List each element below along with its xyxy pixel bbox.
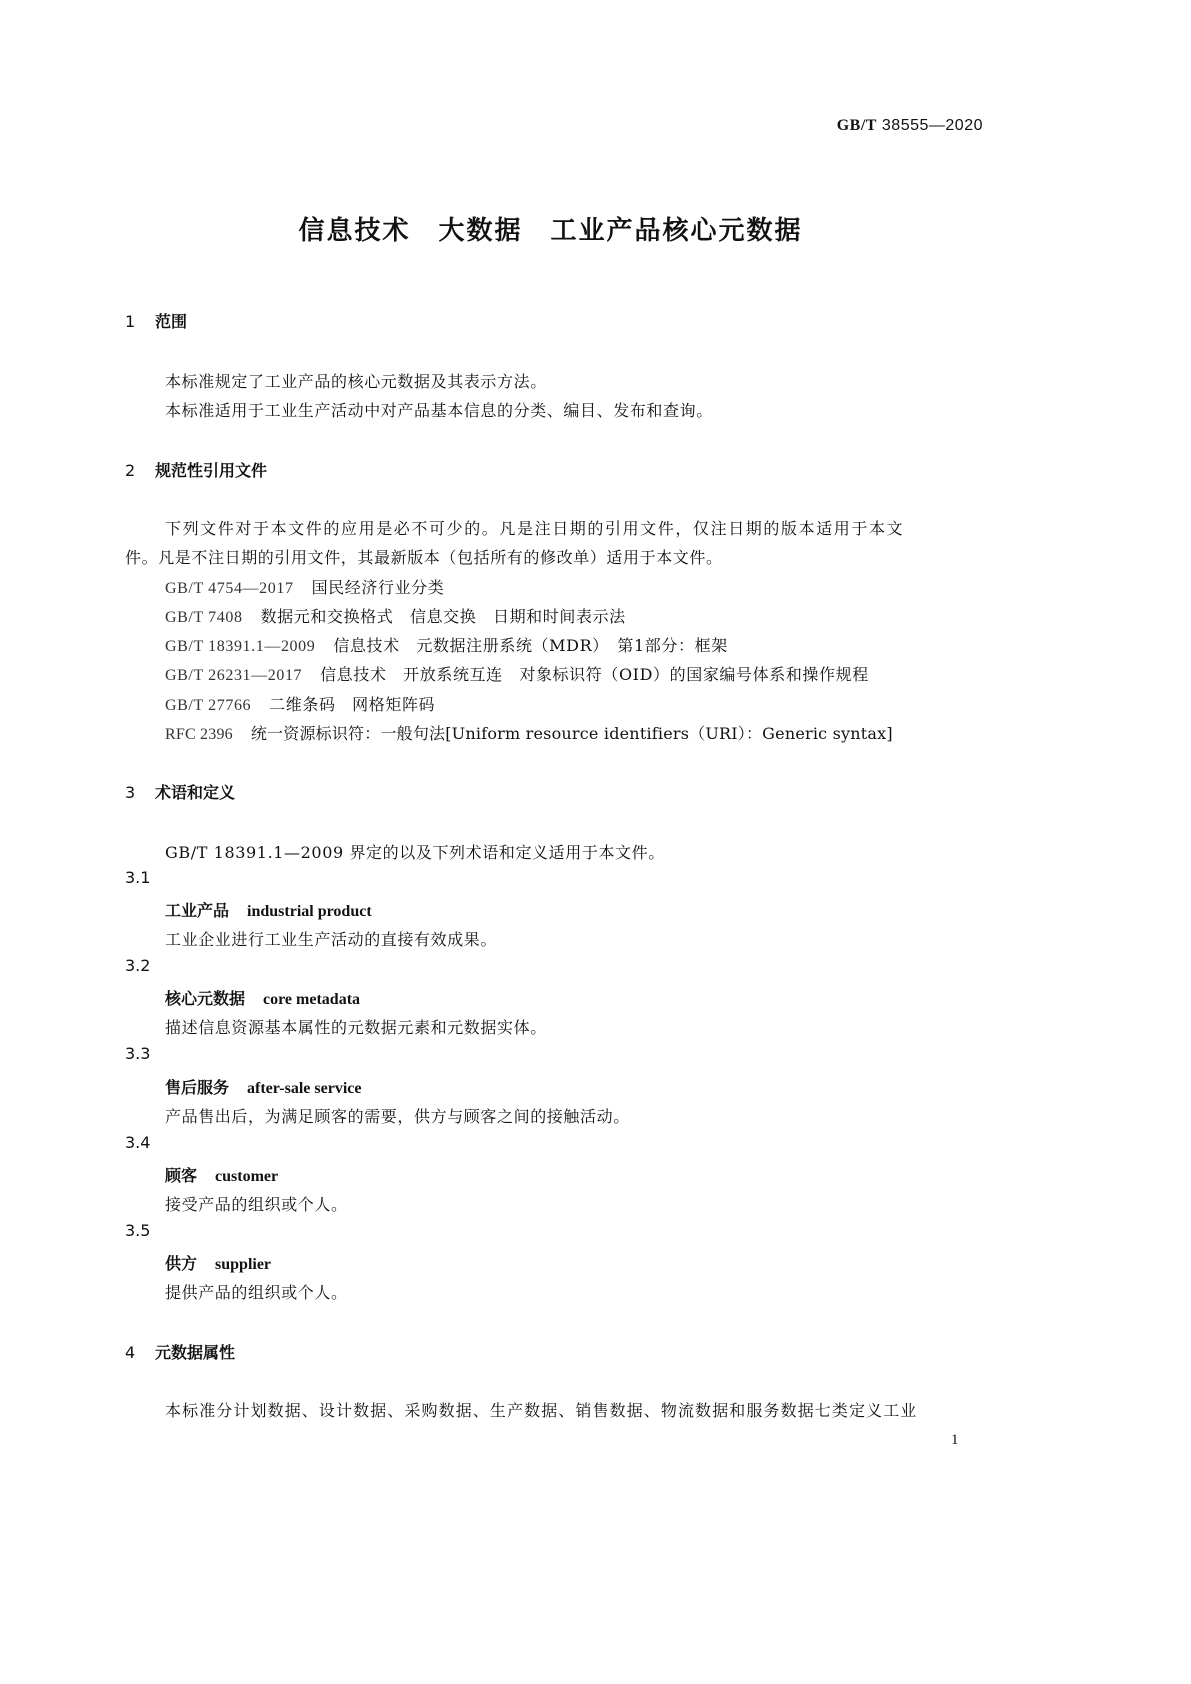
term-entry bbox=[165, 898, 372, 921]
term-en: core metadata bbox=[263, 991, 361, 1008]
title-part-2: 大数据 bbox=[438, 216, 523, 246]
paragraph: 本标准规定了工业产品的核心元数据及其表示方法。 bbox=[165, 372, 547, 391]
term-zh: 售后服务 bbox=[165, 1078, 230, 1097]
reference-title: 统一资源标识符：一般句法[Uniform resource identifiers（URI）：Generic syntax] bbox=[250, 724, 893, 743]
reference-title: 国民经济行业分类 bbox=[311, 578, 445, 597]
section-title: 规范性引用文件 bbox=[155, 461, 268, 480]
page-number: 1 bbox=[951, 1432, 959, 1448]
reference-title: 数据元和交换格式 信息交换 日期和时间表示法 bbox=[260, 607, 626, 626]
paragraph: 本标准适用于工业生产活动中对产品基本信息的分类、编目、发布和查询。 bbox=[165, 401, 713, 420]
term-definition: 产品售出后，为满足顾客的需要，供方与顾客之间的接触活动。 bbox=[165, 1107, 630, 1126]
normative-reference bbox=[165, 633, 728, 656]
reference-code: GB/T 4754—2017 bbox=[165, 580, 294, 597]
term-zh: 供方 bbox=[165, 1254, 198, 1273]
normative-reference bbox=[165, 662, 869, 685]
title-part-3: 工业产品核心元数据 bbox=[550, 216, 803, 246]
reference-title: 信息技术 开放系统互连 对象标识符（OID）的国家编号体系和操作规程 bbox=[320, 665, 869, 684]
standard-number bbox=[837, 117, 983, 135]
paragraph: 本标准分计划数据、设计数据、采购数据、生产数据、销售数据、物流数据和服务数据七类定义工业 bbox=[165, 1401, 918, 1420]
section-2-heading bbox=[125, 458, 267, 481]
paragraph: GB/T 18391.1—2009 界定的以及下列术语和定义适用于本文件。 bbox=[165, 843, 665, 862]
standard-code: 38555—2020 bbox=[881, 117, 983, 134]
section-4-heading bbox=[125, 1340, 235, 1363]
term-definition: 接受产品的组织或个人。 bbox=[165, 1195, 348, 1214]
section-number: 3 bbox=[125, 783, 136, 802]
term-zh: 核心元数据 bbox=[165, 989, 246, 1008]
term-en: supplier bbox=[215, 1256, 272, 1273]
term-definition: 提供产品的组织或个人。 bbox=[165, 1283, 348, 1302]
reference-code: GB/T 18391.1—2009 bbox=[165, 638, 316, 655]
term-entry bbox=[165, 1163, 278, 1186]
term-en: after-sale service bbox=[247, 1080, 362, 1097]
term-definition: 工业企业进行工业生产活动的直接有效成果。 bbox=[165, 930, 498, 949]
section-number: 2 bbox=[125, 461, 136, 480]
section-3-heading bbox=[125, 780, 235, 803]
section-title: 范围 bbox=[155, 312, 188, 331]
term-entry bbox=[165, 1075, 361, 1098]
reference-code: GB/T 27766 bbox=[165, 697, 252, 714]
standard-prefix: GB/T bbox=[836, 117, 877, 134]
normative-reference bbox=[165, 692, 435, 715]
term-en: industrial product bbox=[247, 903, 372, 920]
term-number: 3.1 bbox=[125, 868, 151, 887]
paragraph-continuation: 件。凡是不注日期的引用文件，其最新版本（包括所有的修改单）适用于本文件。 bbox=[125, 548, 723, 567]
reference-title: 信息技术 元数据注册系统（MDR） 第1部分：框架 bbox=[333, 636, 728, 655]
section-title: 元数据属性 bbox=[155, 1343, 236, 1362]
document-title bbox=[0, 210, 1101, 247]
term-definition: 描述信息资源基本属性的元数据元素和元数据实体。 bbox=[165, 1018, 547, 1037]
term-en: customer bbox=[215, 1168, 279, 1185]
section-1-heading bbox=[125, 309, 187, 332]
title-part-1: 信息技术 bbox=[298, 216, 411, 246]
normative-reference bbox=[165, 575, 444, 598]
term-zh: 顾客 bbox=[165, 1166, 198, 1185]
reference-code: RFC 2396 bbox=[165, 726, 233, 743]
term-number: 3.3 bbox=[125, 1044, 151, 1063]
normative-reference bbox=[165, 721, 893, 744]
term-zh: 工业产品 bbox=[165, 901, 230, 920]
term-entry bbox=[165, 1251, 271, 1274]
section-number: 1 bbox=[125, 312, 136, 331]
term-number: 3.2 bbox=[125, 956, 151, 975]
normative-reference bbox=[165, 604, 626, 627]
term-number: 3.5 bbox=[125, 1221, 151, 1240]
reference-code: GB/T 7408 bbox=[165, 609, 243, 626]
section-number: 4 bbox=[125, 1343, 136, 1362]
term-number: 3.4 bbox=[125, 1133, 151, 1152]
section-title: 术语和定义 bbox=[155, 783, 236, 802]
reference-code: GB/T 26231—2017 bbox=[165, 667, 303, 684]
reference-title: 二维条码 网格矩阵码 bbox=[269, 695, 436, 714]
term-entry bbox=[165, 986, 360, 1009]
paragraph: 下列文件对于本文件的应用是必不可少的。凡是注日期的引用文件，仅注日期的版本适用于本文 bbox=[165, 519, 905, 538]
